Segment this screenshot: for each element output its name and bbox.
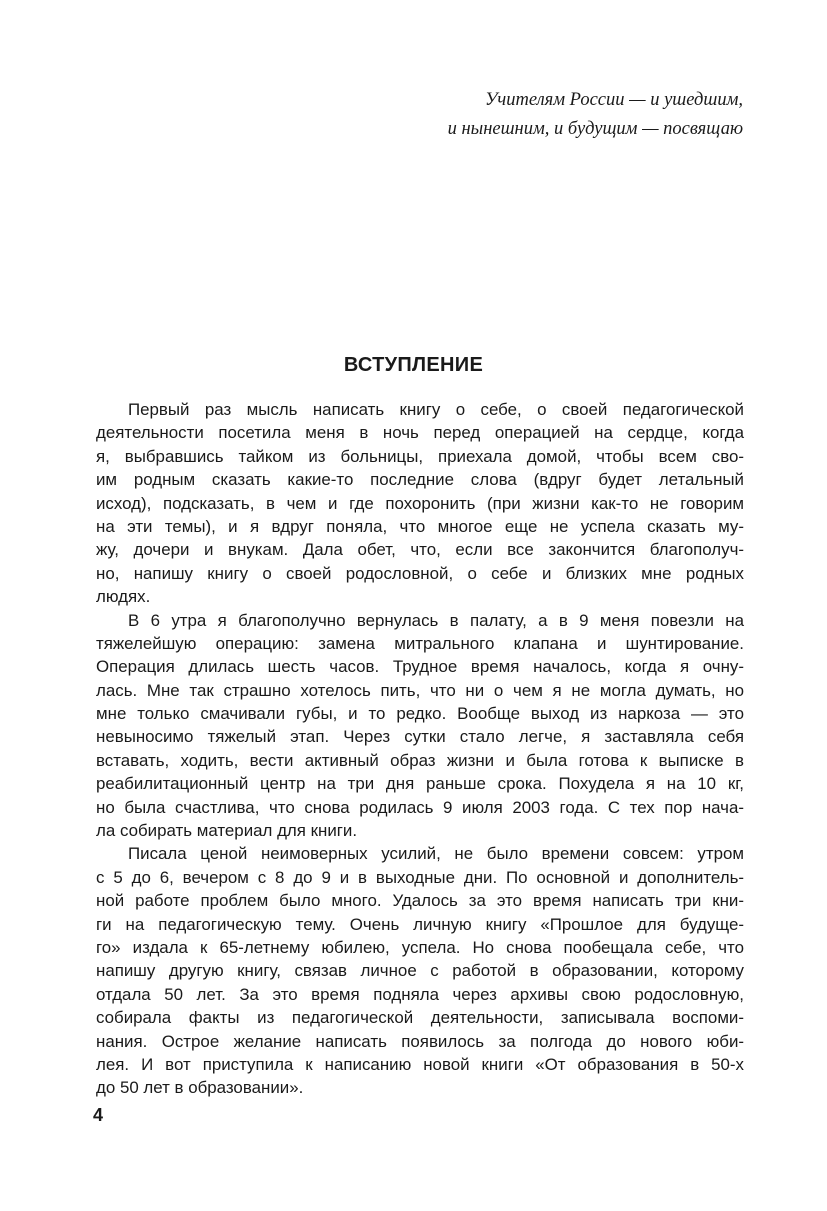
paragraph-1: [96, 398, 744, 609]
text-line: напишу другую книгу, связав личное с работой в образовании, которому: [96, 961, 744, 981]
text-line: Писала ценой неимоверных усилий, не было времени совсем: утром: [128, 844, 744, 864]
text-line: го» издала к 65-летнему юбилею, успела. Но снова пообещала себе, что: [96, 937, 744, 957]
text-line: исход), подсказать, в чем и где похоронить (при жизни как-то не говорим: [96, 493, 744, 513]
text-line: жу, дочери и внукам. Дала обет, что, если все закончится благополуч-: [96, 540, 744, 560]
text-line: но была счастлива, что снова родилась 9 июля 2003 года. С тех пор нача-: [96, 797, 744, 817]
dedication-line-1: Учителям России — и ушедшим,: [484, 90, 743, 110]
text-line: Первый раз мысль написать книгу о себе, о своей педагогической: [128, 400, 744, 419]
text-line: деятельности посетила меня в ночь перед операцией на сердце, когда: [96, 423, 744, 443]
text-line: лея. И вот приступила к написанию новой книги «От образования в 50-х: [96, 1054, 744, 1074]
text-line: ной работе проблем было много. Удалось за это время написать три кни-: [96, 891, 744, 911]
text-line: тяжелейшую операцию: замена митрального клапана и шунтирование.: [96, 633, 744, 653]
paragraph-2: [96, 609, 744, 843]
paragraph-3: [96, 842, 744, 1099]
text-line: на эти темы), и я вдруг поняла, что многое еще не успела сказать му-: [96, 516, 744, 536]
text-line: нания. Острое желание написать появилось за полгода до нового юби-: [96, 1031, 744, 1051]
text-line: ги на педагогическую тему. Очень личную книгу «Прошлое для будуще-: [96, 914, 744, 934]
text-line: отдала 50 лет. За это время подняла через архивы свою родословную,: [96, 984, 744, 1004]
text-line: реабилитационный центр на три дня раньше срока. Похудела я на 10 кг,: [96, 774, 744, 794]
text-line: но, напишу книгу о своей родословной, о себе и близких мне родных: [96, 563, 744, 583]
text-line: невыносимо тяжелый этап. Через сутки стало легче, я заставляла себя: [96, 727, 744, 747]
text-line: мне только смачивали губы, и то редко. Вообще выход из наркоза — это: [96, 704, 744, 724]
text-line: В 6 утра я благополучно вернулась в палату, а в 9 меня повезли на: [128, 610, 744, 630]
text-line: ла собирать материал для книги.: [96, 821, 358, 841]
text-line: собирала факты из педагогической деятельности, записывала воспоми-: [96, 1008, 744, 1028]
text-line: с 5 до 6, вечером с 8 до 9 и в выходные дни. По основной и дополнитель-: [96, 867, 744, 887]
text-line: им родным сказать какие-то последние слова (вдруг будет летальный: [96, 470, 744, 490]
text-line: Операция длилась шесть часов. Трудное время началось, когда я очну-: [96, 657, 744, 677]
text-line: лась. Мне так страшно хотелось пить, что ни о чем я не могла думать, но: [96, 680, 744, 700]
page-number: 4: [93, 1105, 104, 1125]
dedication-line-2: и нынешним, и будущим — посвящаю: [447, 119, 743, 139]
text-line: вставать, ходить, вести активный образ жизни и была готова к выписке в: [96, 750, 744, 770]
text-line: до 50 лет в образовании».: [96, 1078, 304, 1098]
dedication: [323, 86, 743, 144]
chapter-title: ВСТУПЛЕНИЕ: [343, 354, 484, 376]
text-line: я, выбравшись тайком из больницы, приехала домой, чтобы всем сво-: [96, 446, 744, 466]
text-line: людях.: [96, 587, 151, 607]
body-text: [96, 398, 744, 1100]
